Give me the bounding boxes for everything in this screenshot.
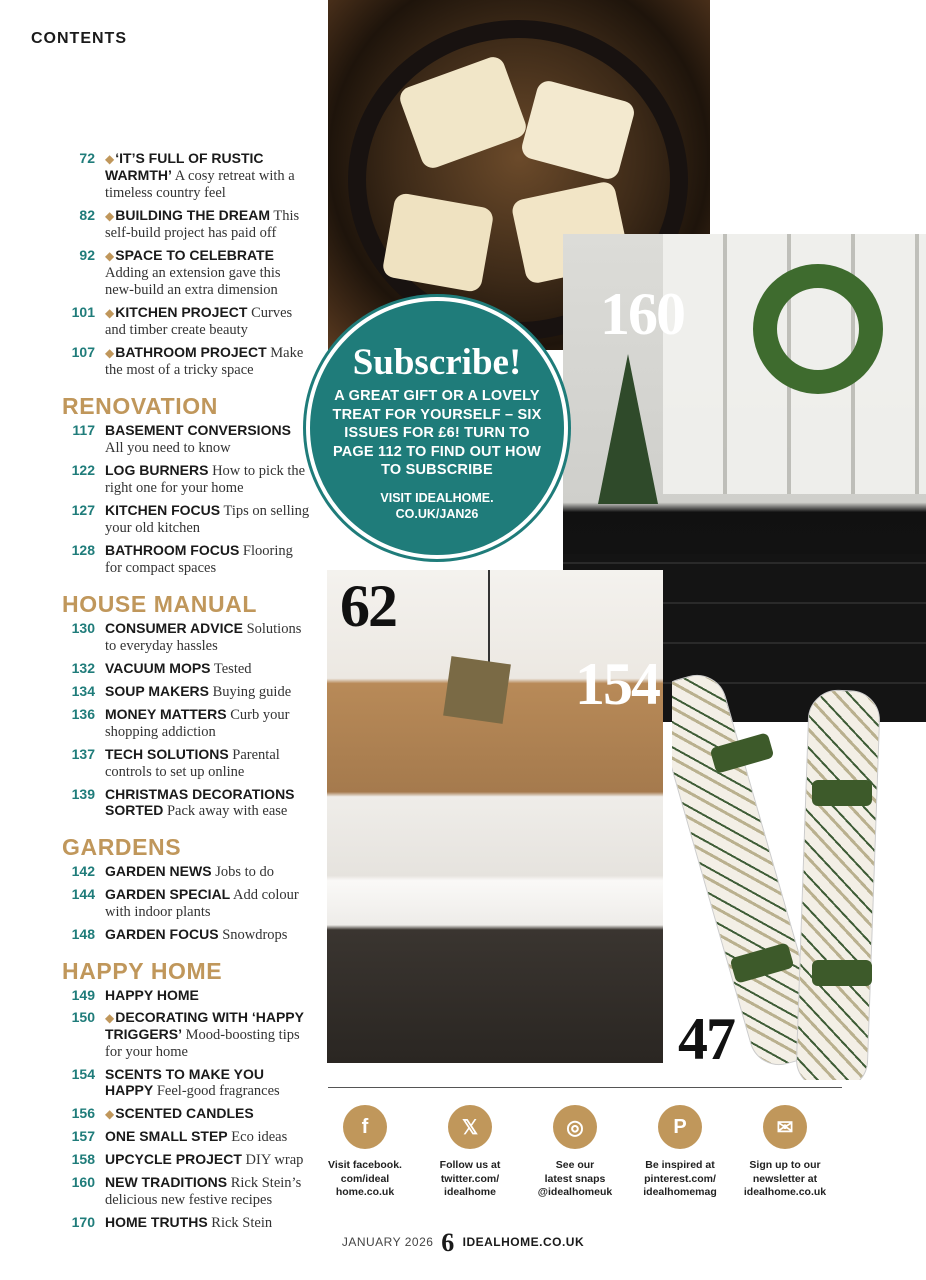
toc-entry-text: [105, 683, 312, 700]
toc-entry-text: [105, 1105, 312, 1122]
toc-page-number: 101: [71, 304, 95, 320]
toc-entry[interactable]: [62, 1066, 312, 1099]
toc-entry[interactable]: [62, 1105, 312, 1122]
toc-entry-text: [105, 344, 312, 378]
toc-entry-text: [105, 1009, 312, 1060]
toc-entry-description: Adding an extension gave this new-build an extra dimension: [105, 265, 281, 298]
page-number-160: 160: [600, 281, 684, 347]
toc-entry-text: [105, 1151, 312, 1168]
toc-entry-description: Rick Stein: [207, 1215, 273, 1231]
toc-entry-text: [105, 886, 312, 920]
toc-page-number: 132: [71, 660, 95, 676]
toc-page-number: 148: [71, 926, 95, 942]
social-link[interactable]: [520, 1105, 630, 1200]
toc-entry-heading: HAPPY HOME: [105, 987, 199, 1003]
page-number-154: 154: [575, 651, 659, 717]
diamond-icon: ◆: [105, 346, 115, 360]
toc-entry-heading: SPACE TO CELEBRATE: [115, 247, 274, 263]
toc-page-number: 156: [71, 1105, 95, 1121]
toc-entry-text: [105, 987, 312, 1003]
toc-entry-description: Pack away with ease: [163, 803, 288, 819]
toc-entry-text: [105, 422, 312, 456]
toc-page-number: 92: [79, 247, 95, 263]
toc-entry-heading: KITCHEN FOCUS: [105, 502, 221, 518]
toc-entry-heading: SCENTED CANDLES: [115, 1105, 254, 1121]
toc-entry[interactable]: [62, 542, 312, 576]
toc-entry-text: [105, 150, 312, 201]
toc-entry[interactable]: [62, 247, 312, 298]
toc-entry-heading: CONSUMER ADVICE: [105, 620, 243, 636]
folio-number: 6: [441, 1228, 455, 1257]
social-link-text: Follow us at twitter.com/ idealhome: [439, 1159, 501, 1198]
toc-entry-heading: NEW TRADITIONS: [105, 1174, 228, 1190]
toc-entry-heading: LOG BURNERS: [105, 462, 209, 478]
toc-entry-text: [105, 786, 312, 819]
toc-entry-heading: CHRISTMAS DECORATIONS SORTED: [105, 786, 295, 818]
toc-page-number: 158: [71, 1151, 95, 1167]
social-link[interactable]: [625, 1105, 735, 1200]
toc-entry-description: A cosy retreat with a timeless country feel: [105, 168, 295, 201]
toc-entry-heading: BUILDING THE DREAM: [115, 207, 271, 223]
social-link-text: Visit facebook. com/ideal home.co.uk: [328, 1159, 402, 1198]
toc-entry-heading: HOME TRUTHS: [105, 1214, 208, 1230]
toc-entry-heading: GARDEN SPECIAL: [105, 886, 231, 902]
toc-entry[interactable]: [62, 987, 312, 1003]
subscribe-link-line1: VISIT IDEALHOME.: [380, 490, 494, 505]
toc-page-number: 130: [71, 620, 95, 636]
toc-entry-heading: ONE SMALL STEP: [105, 1128, 228, 1144]
toc-entry-description: Feel-good fragrances: [153, 1083, 280, 1099]
toc-entry-text: [105, 660, 312, 677]
contents-title: CONTENTS: [31, 30, 127, 47]
subscribe-link[interactable]: [310, 490, 564, 522]
website-link[interactable]: IDEALHOME.CO.UK: [462, 1235, 585, 1250]
toc-entry[interactable]: [62, 683, 312, 700]
diamond-icon: ◆: [105, 1107, 115, 1121]
page-footer: [0, 1228, 926, 1258]
diamond-icon: ◆: [105, 249, 115, 263]
toc-entry-heading: UPCYCLE PROJECT: [105, 1151, 242, 1167]
toc-page-number: 82: [79, 207, 95, 223]
toc-entry[interactable]: [62, 344, 312, 378]
toc-page-number: 150: [71, 1009, 95, 1025]
diamond-icon: ◆: [105, 306, 115, 320]
toc-entry-text: [105, 620, 312, 654]
toc-entry-heading: BASEMENT CONVERSIONS: [105, 422, 291, 438]
issue-date: JANUARY 2026: [341, 1235, 434, 1250]
toc-entry[interactable]: [62, 660, 312, 677]
toc-page-number: 137: [71, 746, 95, 762]
toc-page-number: 149: [71, 987, 95, 1003]
toc-entry-text: [105, 1066, 312, 1099]
toc-entry-description: Tips on selling your old kitchen: [105, 503, 310, 536]
toc-entry[interactable]: [62, 462, 312, 496]
toc-entry-description: Tested: [210, 661, 252, 677]
toc-entry-description: This self-build project has paid off: [105, 208, 300, 241]
toc-entry[interactable]: [62, 886, 312, 920]
toc-entry-description: Flooring for compact spaces: [105, 543, 293, 576]
toc-entry[interactable]: [62, 1009, 312, 1060]
toc-entry[interactable]: [62, 863, 312, 880]
toc-page-number: 128: [71, 542, 95, 558]
toc-entry-heading: GARDEN NEWS: [105, 863, 212, 879]
toc-entry-description: Jobs to do: [211, 864, 275, 880]
toc-entry-description: DIY wrap: [241, 1152, 304, 1168]
toc-entry[interactable]: [62, 746, 312, 780]
page-number-62: 62: [340, 573, 396, 639]
toc-entry-heading: BATHROOM FOCUS: [105, 542, 240, 558]
toc-entry[interactable]: [62, 304, 312, 338]
toc-entry[interactable]: [62, 1174, 312, 1208]
page-number-47: 47: [678, 1006, 734, 1072]
toc-page-number: 107: [71, 344, 95, 360]
social-link[interactable]: [310, 1105, 420, 1200]
toc-page-number: 127: [71, 502, 95, 518]
section-heading: HOUSE MANUAL: [62, 591, 258, 617]
toc-entry-description: Add colour with indoor plants: [105, 887, 299, 920]
toc-entry[interactable]: [62, 1151, 312, 1168]
social-link-text: Sign up to our newsletter at idealhome.co.uk: [743, 1159, 827, 1198]
toc-page-number: 122: [71, 462, 95, 478]
toc-entry-heading: ‘IT’S FULL OF RUSTIC WARMTH’: [105, 150, 264, 183]
divider: [328, 1087, 842, 1088]
toc-entry[interactable]: [62, 150, 312, 201]
toc-entry-description: Rick Stein’s delicious new festive recipes: [105, 1175, 302, 1208]
envelope-icon[interactable]: ✉: [763, 1105, 807, 1149]
toc-entry-text: [105, 304, 312, 338]
toc-page-number: 142: [71, 863, 95, 879]
toc-entry[interactable]: [62, 422, 312, 456]
toc-entry[interactable]: [62, 706, 312, 740]
toc-entry-text: [105, 863, 312, 880]
toc-entry[interactable]: [62, 786, 312, 819]
toc-entry-description: How to pick the right one for your home: [105, 463, 306, 496]
toc-entry-text: [105, 746, 312, 780]
toc-entry-text: [105, 542, 312, 576]
toc-entry[interactable]: [62, 502, 312, 536]
toc-entry-heading: SOUP MAKERS: [105, 683, 209, 699]
pinterest-icon[interactable]: P: [658, 1105, 702, 1149]
toc-entry-text: [105, 706, 312, 740]
toc-entry-description: Buying guide: [208, 684, 292, 700]
section-heading: RENOVATION: [62, 393, 218, 419]
toc-entry-text: [105, 502, 312, 536]
toc-page-number: 160: [71, 1174, 95, 1190]
toc-entry-heading: MONEY MATTERS: [105, 706, 227, 722]
toc-entry[interactable]: [62, 620, 312, 654]
toc-page-number: 117: [72, 422, 95, 438]
social-link-text: See our latest snaps @idealhomeuk: [537, 1159, 613, 1198]
toc-entry-text: [105, 926, 312, 943]
toc-entry-heading: KITCHEN PROJECT: [115, 304, 248, 320]
toc-entry-description: All you need to know: [105, 440, 231, 456]
toc-entry-heading: BATHROOM PROJECT: [115, 344, 267, 360]
toc-entry-description: Solutions to everyday hassles: [105, 621, 302, 654]
diamond-icon: ◆: [105, 1011, 115, 1025]
toc-page-number: 144: [71, 886, 95, 902]
x-icon[interactable]: 𝕏: [448, 1105, 492, 1149]
table-of-contents: [62, 150, 312, 1237]
toc-entry-text: [105, 247, 312, 298]
social-link-text: Be inspired at pinterest.com/ idealhomemag: [643, 1159, 717, 1198]
section-heading: GARDENS: [62, 834, 182, 860]
diamond-icon: ◆: [105, 152, 115, 166]
toc-entry-text: [105, 207, 312, 241]
subscribe-body: A GREAT GIFT OR A LOVELY TREAT FOR YOURSELF – SIX ISSUES FOR £6! TURN TO PAGE 112 TO FIND OUT HOW TO SUBSCRIBE: [332, 388, 542, 478]
toc-page-number: 139: [71, 786, 95, 802]
toc-page-number: 170: [71, 1214, 95, 1230]
toc-entry-heading: DECORATING WITH ‘HAPPY TRIGGERS’: [105, 1009, 304, 1042]
toc-page-number: 157: [71, 1128, 95, 1144]
toc-page-number: 154: [71, 1066, 95, 1082]
toc-entry-heading: TECH SOLUTIONS: [105, 746, 229, 762]
toc-entry[interactable]: [62, 1128, 312, 1145]
toc-entry-description: Mood-boosting tips for your home: [105, 1027, 300, 1060]
diamond-icon: ◆: [105, 209, 115, 223]
section-heading: HAPPY HOME: [62, 958, 223, 984]
toc-page-number: 136: [71, 706, 95, 722]
toc-entry-text: [105, 1128, 312, 1145]
toc-entry-description: Snowdrops: [218, 927, 288, 943]
toc-entry-description: Make the most of a tricky space: [105, 345, 304, 378]
toc-entry-heading: SCENTS TO MAKE YOU HAPPY: [105, 1066, 264, 1098]
toc-entry-text: [105, 1174, 312, 1208]
social-link[interactable]: [730, 1105, 840, 1200]
facebook-icon[interactable]: f: [343, 1105, 387, 1149]
toc-page-number: 134: [71, 683, 95, 699]
subscribe-link-line2: CO.UK/JAN26: [395, 506, 479, 521]
toc-entry-description: Curb your shopping addiction: [105, 707, 290, 740]
toc-entry-text: [105, 462, 312, 496]
toc-entry[interactable]: [62, 926, 312, 943]
toc-entry[interactable]: [62, 207, 312, 241]
toc-entry-description: Eco ideas: [227, 1129, 288, 1145]
kitchen-photo: [327, 570, 663, 1063]
toc-entry-description: Parental controls to set up online: [105, 747, 280, 780]
toc-entry-heading: GARDEN FOCUS: [105, 926, 219, 942]
instagram-icon[interactable]: ◎: [553, 1105, 597, 1149]
toc-entry-description: Curves and timber create beauty: [105, 305, 293, 338]
social-link[interactable]: [415, 1105, 525, 1200]
toc-page-number: 72: [79, 150, 95, 166]
subscribe-title: Subscribe!: [352, 342, 522, 383]
toc-entry-heading: VACUUM MOPS: [105, 660, 211, 676]
subscribe-badge[interactable]: [306, 297, 568, 559]
